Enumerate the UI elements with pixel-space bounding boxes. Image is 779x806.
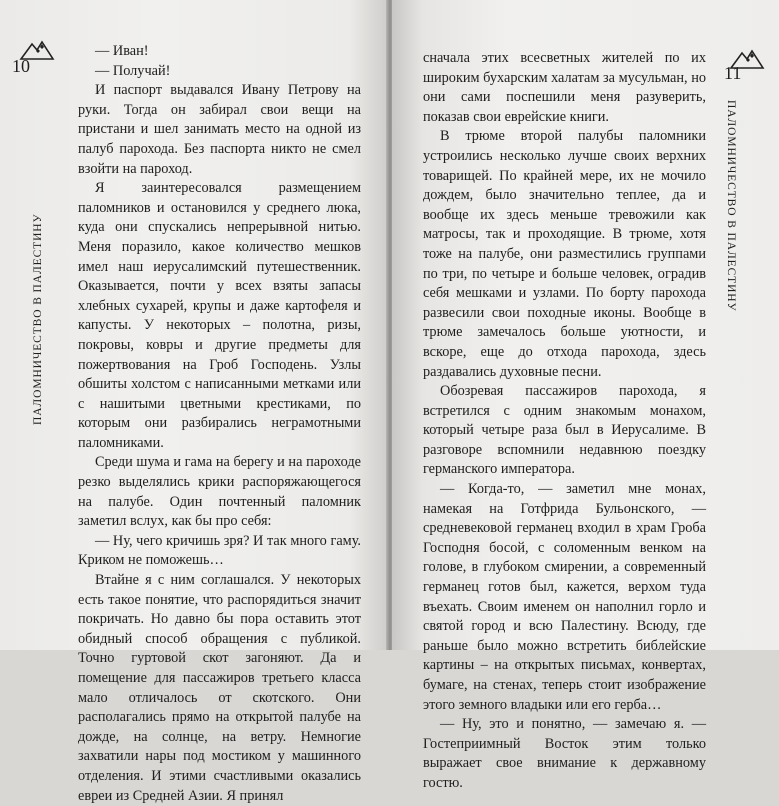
paragraph: — Ну, чего кричишь зря? И так много гаму. Криком не поможешь… — [78, 532, 361, 569]
paragraph: — Когда-то, — заметил мне монах, намекая на Готфрида Бульонского, — средневековой германец входил в храм Гроба Господня босой, с соломенным венком на голове, в глубоком смирении, а современный германец готов был, кажется, верхом туда въехать. Своим именем он наполнил горло и святой город и всю Палестину. Всюду, где раньше было можно встретить библейские картины – на открытых письмах, конвертах, бумаге, на стенах, теперь стоит изображение этого земного владыки или его герба… — [423, 481, 706, 713]
paragraph: И паспорт выдавался Ивану Петрову на руки. Тогда он забирал свои вещи на пристани и шел занимать место на одной из палуб парохода. Без паспорта никто не смел взойти на пароход. — [78, 82, 361, 177]
right-page-text — [423, 49, 706, 794]
paragraph: В трюме второй палубы паломники устроились несколько лучше своих верхних товарищей. По крайней мере, их не мочило дождем, было значительно теплее, да и вообще их здесь меньше тревожили как матросы, так и проходящие. В трюме, хотя тоже на палубе, они разместились группами по три, по четыре и больше человек, оградив себя мешками и узлами. По борту парохода развесили свои походные иконы. Вообще в трюме замечалось больше уютности, и вскоре, еще до отхода парохода, здесь раздавались духовные песни. — [423, 128, 706, 380]
running-title: ПАЛОМНИЧЕСТВО В ПАЛЕСТИНУ — [725, 100, 737, 312]
left-page-text — [78, 42, 361, 806]
paragraph: сначала этих всесветных жителей по их широким бухарским халатам за мусульман, но они сами поспешили меня разуверить, показав свои еврейские книги. — [423, 50, 706, 125]
paragraph: Я заинтересовался размещением паломников и остановился у среднего люка, куда они спускались непрерывной нитью. Меня поразило, какое количество мешков имел наш иерусалимский путешественник. Оказывается, почти у всех взяты запасы хлебных сухарей, крупы и даже картофеля и капусты. У некоторых – полотна, ризы, покровы, ковры и другие предметы для пожертвования на Гроб Господень. Узлы обшиты холстом с написанными метками или с нашитыми цветными крестиками, по которым они разбирались неграмотными паломниками. — [78, 180, 361, 451]
paragraph: Среди шума и гама на берегу и на пароходе резко выделялись крики распоряжающегося на палубе. Один почтенный паломник заметил вслух, как бы про себя: — [78, 454, 361, 530]
running-title: ПАЛОМНИЧЕСТВО В ПАЛЕСТИНУ — [32, 213, 44, 425]
page-number: 10 — [12, 56, 30, 76]
paragraph: — Иван! — [95, 43, 149, 59]
paragraph: — Ну, это и понятно, — замечаю я. — Гостеприимный Восток этим только выражает свое внимание к державному гостю. — [423, 716, 706, 791]
left-page — [0, 0, 388, 804]
paragraph: Втайне я с ним соглашался. У некоторых есть такое понятие, что распорядиться значит покричать. Но давно бы пора оставить этот обидный способ обращения с публикой. Точно гуртовой скот загоняют. Да и помещение для пассажиров третьего класса мало отличалось от скотского. Они располагались прямо на открытой палубе на дожде, на солнце, на ветру. Немногие захватили нары под мостиком у машинного отделения. И этими счастливыми оказались евреи из Средней Азии. Я принял — [78, 572, 361, 804]
page-number: 11 — [724, 63, 742, 83]
paragraph: Обозревая пассажиров парохода, я встретился с одним знакомым монахом, который четыре раза был в Иерусалиме. В разговоре вспомнили недавнюю поездку германского императора. — [423, 383, 706, 478]
paragraph: — Получай! — [95, 62, 171, 79]
